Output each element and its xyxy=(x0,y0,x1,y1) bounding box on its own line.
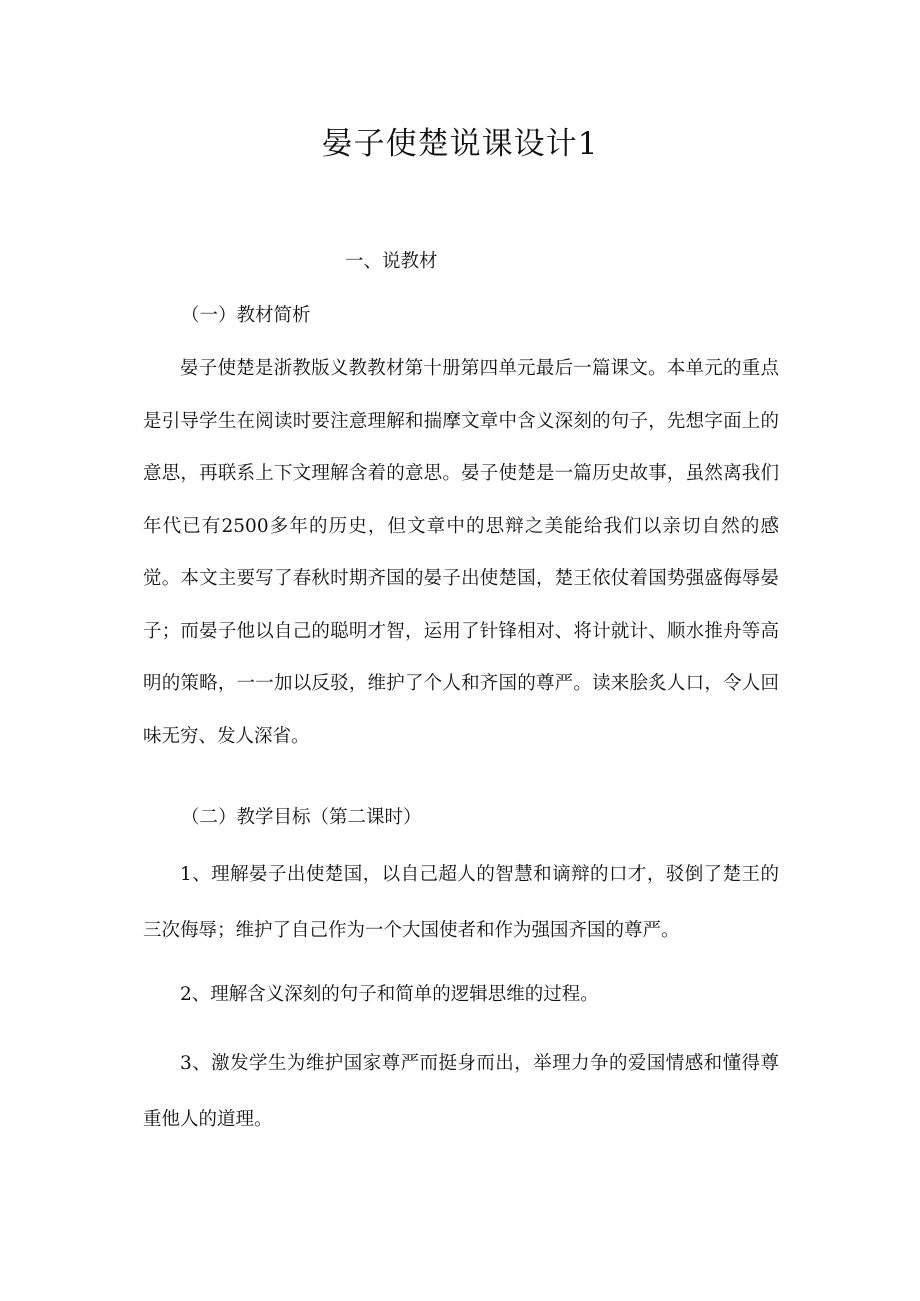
teaching-goal-3: 3、激发学生为维护国家尊严而挺身而出，举理力争的爱国情感和懂得尊重他人的道理。 xyxy=(143,1053,779,1130)
section-heading-teaching-material: 一、说教材 xyxy=(345,251,438,272)
teaching-goal-2: 2、理解含义深刻的句子和简单的逻辑思维的过程。 xyxy=(180,984,599,1005)
subsection-heading-material-analysis: （一）教材简析 xyxy=(181,305,311,326)
document-title: 晏子使楚说课设计1 xyxy=(321,126,599,162)
material-analysis-paragraph: 晏子使楚是浙教版义教教材第十册第四单元最后一篇课文。本单元的重点是引导学生在阅读时要注意理解和揣摩文章中含义深刻的句子，先想字面上的意思，再联系上下文理解含着的意思。晏子使楚是一篇历史故事，虽然离我们年代已有2500多年的历史，但文章中的思辩之美能给我们以亲切自然的感觉。本文主要写了春秋时期齐国的晏子出使楚国，楚王依仗着国势强盛侮辱晏子；而晏子他以自己的聪明才智，运用了针锋相对、将计就计、顺水推舟等高明的策略，一一加以反驳，维护了个人和齐国的尊严。读来脍炙人口，令人回味无穷、发人深省。 xyxy=(143,358,779,747)
teaching-goal-1: 1、理解晏子出使楚国，以自己超人的智慧和谪辩的口才，驳倒了楚王的三次侮辱；维护了自己作为一个大国使者和作为强国齐国的尊严。 xyxy=(143,864,779,941)
subsection-heading-teaching-goals: （二）教学目标（第二课时） xyxy=(181,807,422,828)
